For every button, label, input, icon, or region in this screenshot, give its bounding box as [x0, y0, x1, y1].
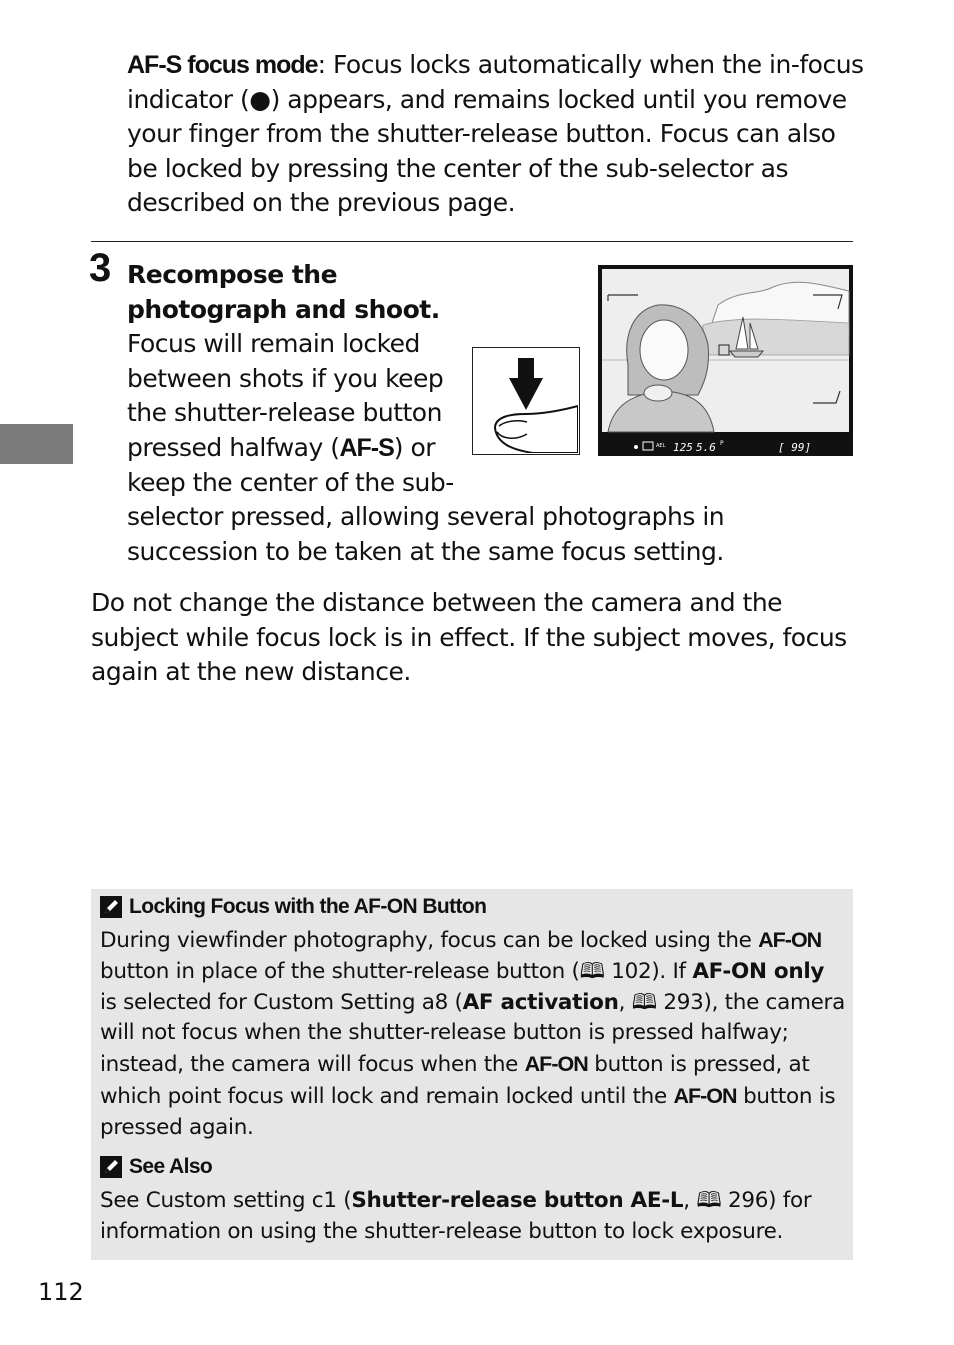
note1-text: ). If	[651, 958, 693, 984]
finger-press-icon	[473, 348, 578, 453]
afs-text-b: ) appears, and remains locked until you remove your finger from the shutter-release button. Focus can also be locked by pressing the center of the sub-selector as described on the previous page.	[127, 84, 847, 218]
shutter-release-ael-term: Shutter-release button AE-L	[351, 1188, 684, 1213]
afon-only-term: AF-ON only	[692, 958, 825, 984]
step-body-first	[127, 327, 457, 500]
note1-text: button is pressed again.	[100, 1083, 836, 1140]
chapter-tab-marker	[0, 424, 73, 464]
note-body-afon	[100, 925, 845, 1144]
mode-readout: P	[720, 440, 724, 447]
step-title: Recompose the photograph and shoot.	[127, 260, 440, 324]
book-icon: 🕮	[696, 1188, 722, 1213]
note1-text: is selected for Custom Setting a8 (	[100, 989, 463, 1015]
note2-text: See Custom setting c1 (	[100, 1188, 352, 1213]
shutter-release-illustration	[472, 347, 580, 455]
viewfinder-scene	[598, 265, 853, 456]
note-heading-text: Locking Focus with the AF-ON Button	[129, 895, 487, 918]
note1-text: During viewfinder photography, focus can be locked using the	[100, 928, 759, 953]
af-activation-term: AF activation	[462, 989, 619, 1015]
note2-text: ,	[683, 1188, 697, 1213]
note-body-see-also	[100, 1186, 845, 1248]
step-body-text-a: Focus will remain locked between shots if you keep the shutter-release button pressed halfway (	[127, 329, 444, 462]
focus-lock-caution-paragraph: Do not change the distance between the camera and the subject while focus lock is in effect. If the subject moves, focus again at the new distance.	[91, 588, 847, 687]
page-reference: 296	[727, 1188, 769, 1213]
in-focus-indicator-symbol: ●	[249, 84, 271, 114]
afs-term-inline: AF-S	[339, 433, 394, 462]
note1-text: button in place of the shutter-release button (	[100, 958, 580, 984]
notes-box	[91, 889, 853, 1260]
step-divider	[91, 241, 853, 242]
step-body-continued: selector pressed, allowing several photographs in succession to be taken at the same focus setting.	[127, 502, 725, 566]
note2-text: ) for information on using the shutter-release button to lock exposure.	[100, 1188, 812, 1244]
afon-term: AF-ON	[524, 1052, 588, 1077]
page-number: 112	[38, 1278, 84, 1306]
note1-text: ), the camera will not focus when the shutter-release button is pressed halfway; instead, the camera will focus when the	[100, 989, 845, 1078]
note1-text: button is pressed, at which point focus will lock and remain locked until the	[100, 1052, 810, 1109]
frames-readout: [ 99]	[778, 441, 812, 454]
pencil-note-icon	[100, 1156, 122, 1178]
shutter-readout: 125	[673, 441, 693, 454]
book-icon: 🕮	[631, 989, 657, 1015]
note-heading-afon	[100, 895, 486, 919]
afon-term: AF-ON	[758, 928, 822, 952]
step-number: 3	[89, 246, 112, 290]
step-body-text-b: ) or keep the center of the sub-	[127, 432, 454, 497]
note-heading-text: See Also	[129, 1155, 213, 1178]
pencil-note-icon	[100, 896, 122, 918]
afs-text-a: : Focus locks automatically when the in-focus indicator (	[127, 50, 864, 114]
book-icon: 🕮	[579, 958, 605, 984]
afon-term: AF-ON	[673, 1083, 737, 1108]
aperture-readout: 5.6	[696, 441, 716, 454]
svg-text:AEL: AEL	[656, 443, 666, 449]
afs-term: AF-S focus mode	[127, 51, 318, 79]
note-heading-see-also	[100, 1155, 212, 1179]
afs-focus-mode-paragraph	[127, 48, 867, 221]
page-reference: 293	[663, 989, 704, 1015]
note1-text: ,	[618, 989, 632, 1015]
page-reference: 102	[611, 958, 652, 984]
viewfinder-image	[598, 265, 853, 456]
